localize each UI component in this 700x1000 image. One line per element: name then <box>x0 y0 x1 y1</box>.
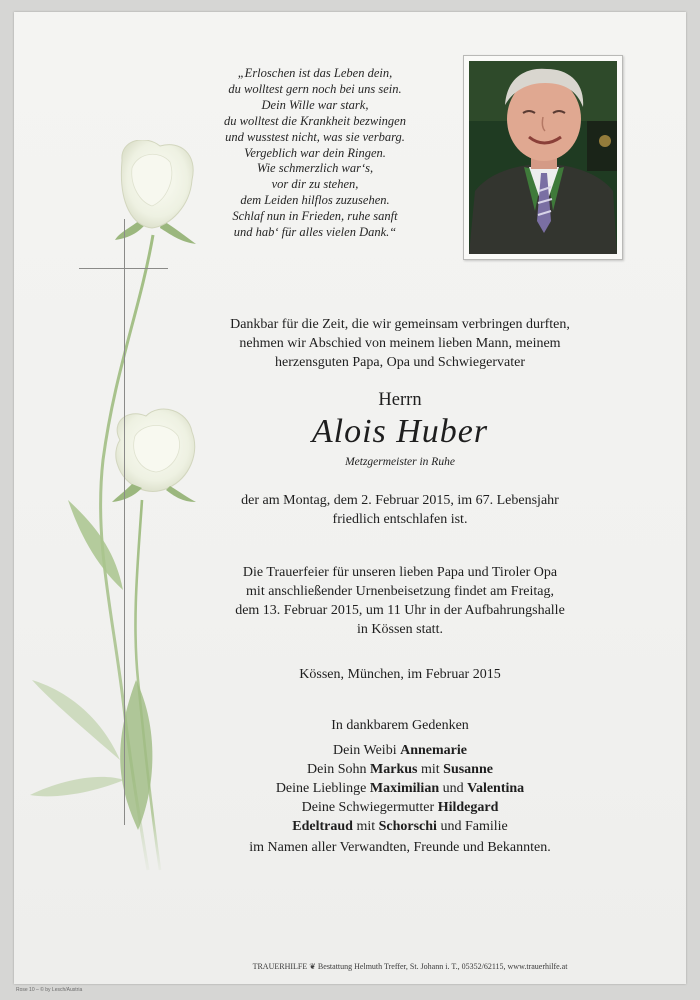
memory-line: In dankbarem Gedenken <box>331 718 469 733</box>
poem-line: Wie schmerzlich war‘s, <box>256 161 374 176</box>
poem-line: „Erloschen ist das Leben dein, <box>237 66 393 80</box>
mourner-line: Deine Schwiegermutter Hildegard <box>301 800 499 815</box>
print-imprint: Rose 10 – © by Lesch/Austria <box>16 987 83 993</box>
poem-line: und hab‘ für alles vielen Dank.“ <box>233 225 397 240</box>
poem-line: du wolltest die Krankheit bezwingen <box>224 113 406 128</box>
ceremony-notice <box>190 563 610 639</box>
poem <box>180 66 450 241</box>
poem-line: Schlaf nun in Frieden, ruhe sanft <box>232 209 398 224</box>
poem-line: dem Leiden hilflos zuzusehen. <box>240 193 390 208</box>
ceremony-line: in Kössen statt. <box>357 622 443 637</box>
portrait-photo <box>463 55 623 260</box>
mourner-line: Dein Sohn Markus mit Susanne <box>307 762 493 777</box>
salutation: Herrn <box>378 390 422 410</box>
ceremony-line: dem 13. Februar 2015, um 11 Uhr in der Aufbahrungshalle <box>235 603 565 618</box>
intro-text <box>190 315 610 372</box>
intro-line: nehmen wir Abschied von meinem lieben Mann, meinem <box>239 336 561 351</box>
death-notice <box>190 491 610 529</box>
cross-horizontal-line <box>79 268 168 269</box>
place-date: Kössen, München, im Februar 2015 <box>299 667 501 682</box>
closing-line: im Namen aller Verwandten, Freunde und Bekannten. <box>249 840 551 855</box>
funeral-home-footer: TRAUERHILFE ❦ Bestattung Helmuth Treffer, St. Johann i. T., 05352/62115, www.trauerhilfe.at <box>252 962 568 971</box>
deceased-name: Alois Huber <box>311 413 489 450</box>
cross-vertical-line <box>124 219 125 825</box>
poem-line: Dein Wille war stark, <box>261 97 369 112</box>
ceremony-line: Die Trauerfeier für unseren lieben Papa und Tiroler Opa <box>242 565 558 580</box>
mourner-line: Dein Weibi Annemarie <box>333 743 467 758</box>
mourner-line: Deine Lieblinge Maximilian und Valentina <box>275 781 525 796</box>
death-line: friedlich entschlafen ist. <box>332 512 468 527</box>
poem-line: und wusstest nicht, was sie verbarg. <box>225 129 405 144</box>
poem-line: du wolltest gern noch bei uns sein. <box>228 81 402 96</box>
intro-line: Dankbar für die Zeit, die wir gemeinsam verbringen durften, <box>230 317 570 332</box>
intro-line: herzensguten Papa, Opa und Schwiegervater <box>275 355 525 370</box>
mourner-line: Edeltraud mit Schorschi und Familie <box>292 819 508 834</box>
portrait-image <box>469 61 617 254</box>
occupation: Metzgermeister in Ruhe <box>345 456 455 468</box>
death-line: der am Montag, dem 2. Februar 2015, im 67. Lebensjahr <box>241 493 559 508</box>
mourners-list <box>190 741 610 836</box>
poem-line: vor dir zu stehen, <box>271 177 359 192</box>
poem-line: Vergeblich war dein Ringen. <box>244 145 386 160</box>
ceremony-line: mit anschließender Urnenbeisetzung findet am Freitag, <box>246 584 554 599</box>
